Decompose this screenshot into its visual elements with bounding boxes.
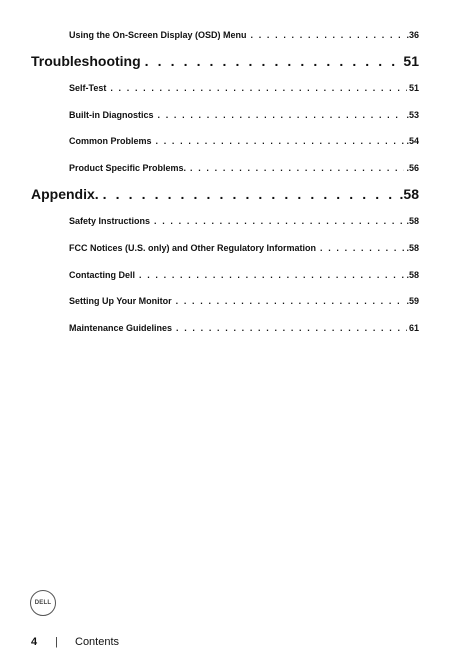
toc-entry-osd-menu[interactable] xyxy=(69,30,419,40)
toc-entry-label: Appendix. xyxy=(31,186,99,202)
toc-entry-label: Common Problems xyxy=(69,136,152,146)
page-footer xyxy=(31,636,119,648)
toc-entry-page: .56 xyxy=(406,163,419,173)
toc-entry-safety-instructions[interactable] xyxy=(69,216,419,226)
toc-dot-leader xyxy=(156,136,405,146)
toc-dot-leader xyxy=(154,216,404,226)
toc-entry-page: .58 xyxy=(406,243,419,253)
toc-dot-leader xyxy=(176,323,407,333)
toc-dot-leader xyxy=(251,30,405,40)
toc-entry-maintenance-guidelines[interactable] xyxy=(69,323,419,333)
toc-entry-page: .36 xyxy=(406,30,419,40)
toc-dot-leader xyxy=(139,270,404,280)
toc-dot-leader xyxy=(110,83,407,93)
toc-entry-troubleshooting[interactable] xyxy=(31,53,419,69)
toc-entry-appendix[interactable] xyxy=(31,186,419,202)
toc-entry-built-in-diagnostics[interactable] xyxy=(69,110,419,120)
toc-entry-page: .59 xyxy=(406,296,419,306)
toc-entry-label: FCC Notices (U.S. only) and Other Regulatory Information xyxy=(69,243,317,253)
toc-entry-setting-up-monitor[interactable] xyxy=(69,296,419,306)
toc-dot-leader xyxy=(320,243,404,253)
dell-logo-text: DELL xyxy=(34,600,52,606)
toc-entry-label: Product Specific Problems. xyxy=(69,163,187,173)
toc-dot-leader xyxy=(103,186,398,202)
toc-entry-page: .58 xyxy=(406,270,419,280)
toc-entry-contacting-dell[interactable] xyxy=(69,270,419,280)
footer-page-number: 4 xyxy=(31,636,38,648)
toc-entry-label: Setting Up Your Monitor xyxy=(69,296,172,306)
toc-entry-page: .58 xyxy=(406,216,419,226)
toc-entry-page: 51 xyxy=(408,83,419,93)
toc-entry-fcc-notices[interactable] xyxy=(69,243,419,253)
toc-entry-label: Safety Instructions xyxy=(69,216,151,226)
toc-entry-common-problems[interactable] xyxy=(69,136,419,146)
toc-dot-leader xyxy=(190,163,404,173)
toc-entry-label: Maintenance Guidelines xyxy=(69,323,173,333)
toc-entry-product-specific-problems[interactable] xyxy=(69,163,419,173)
dell-logo xyxy=(30,590,56,616)
toc-entry-label: Self-Test xyxy=(69,83,107,93)
toc-entry-label: Troubleshooting xyxy=(31,53,141,69)
toc-entry-page: .54 xyxy=(406,136,419,146)
footer-section-title: Contents xyxy=(75,636,120,648)
toc-entry-label: Using the On-Screen Display (OSD) Menu xyxy=(69,30,247,40)
toc-dot-leader xyxy=(176,296,405,306)
toc-entry-page: .53 xyxy=(406,110,419,120)
toc-dot-leader xyxy=(145,53,402,69)
toc-entry-page: 51 xyxy=(403,53,419,69)
toc-entry-page: .58 xyxy=(399,186,419,202)
toc-entry-page: 61 xyxy=(408,323,419,333)
toc-entry-label: Built-in Diagnostics xyxy=(69,110,154,120)
toc-entry-self-test[interactable] xyxy=(69,83,419,93)
toc-dot-leader xyxy=(158,110,405,120)
toc-entry-label: Contacting Dell xyxy=(69,270,136,280)
footer-separator: | xyxy=(55,636,58,648)
